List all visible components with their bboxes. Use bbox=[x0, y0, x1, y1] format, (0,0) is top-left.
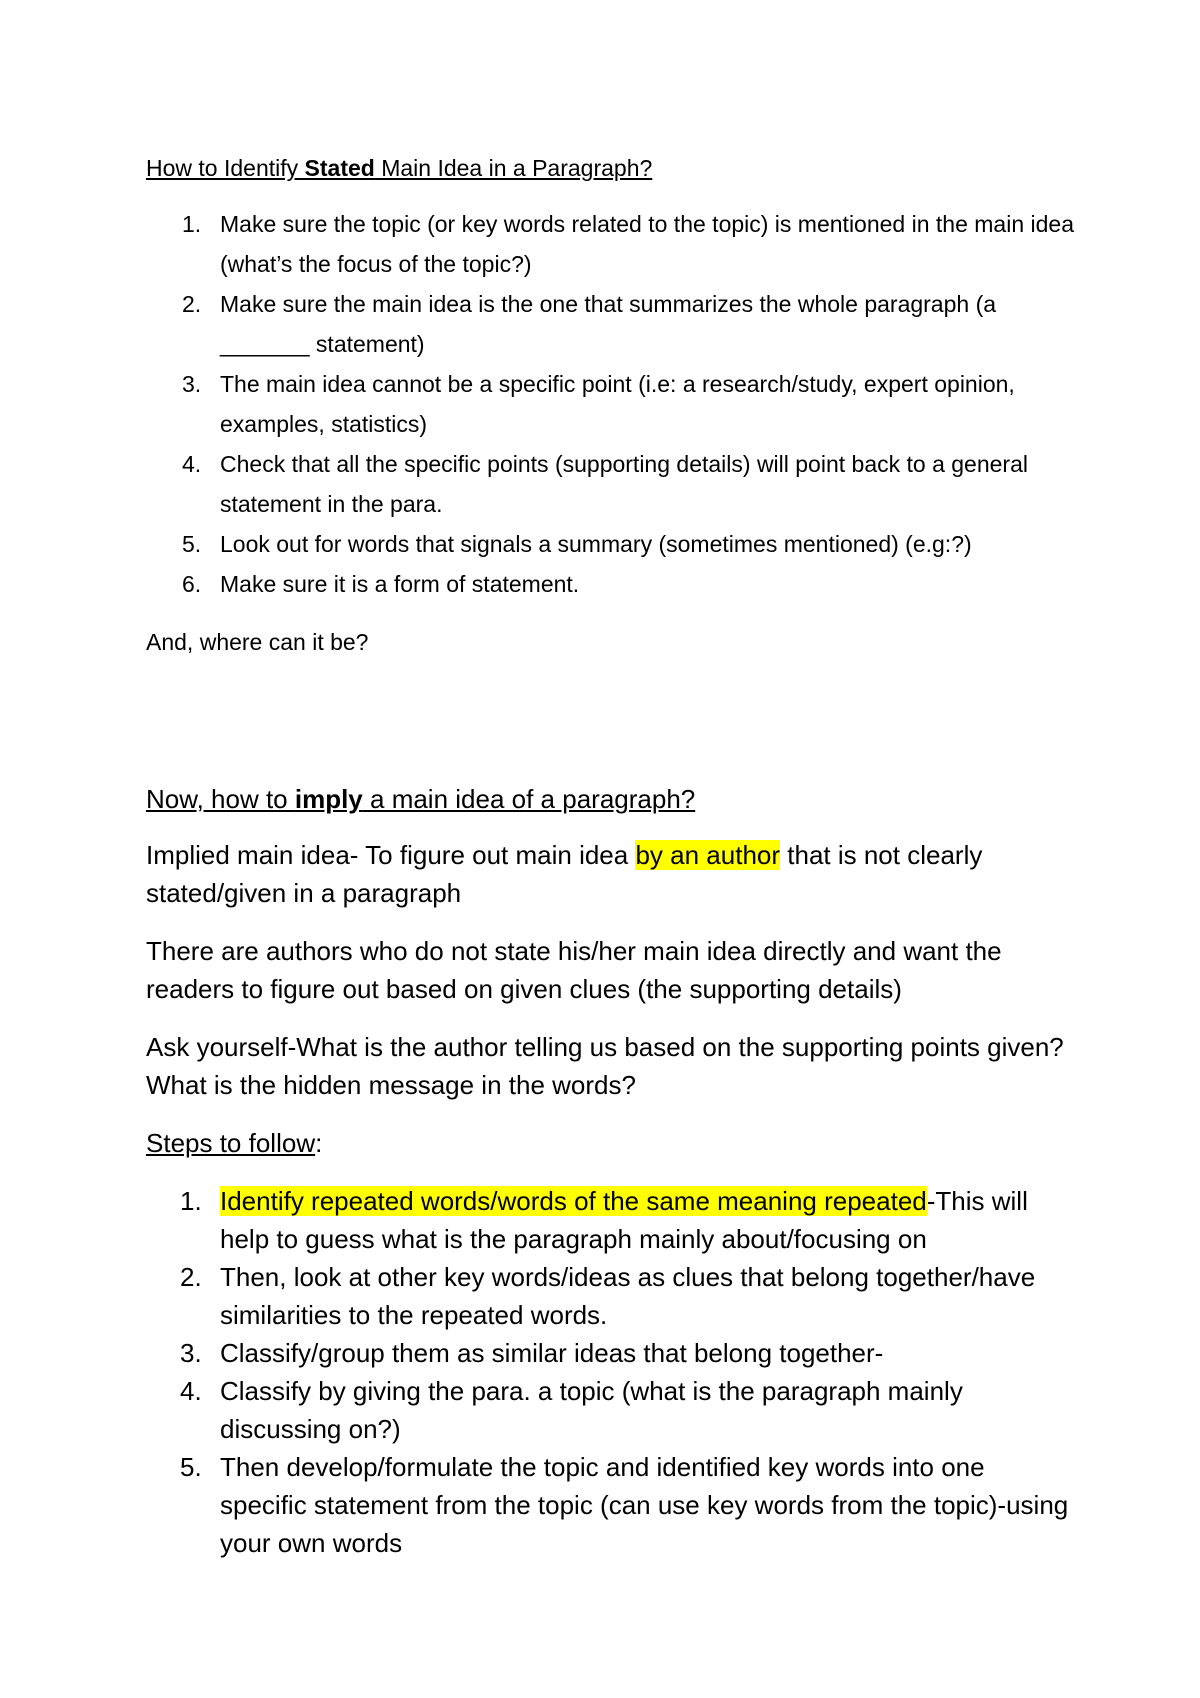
list-item-number: 5. bbox=[182, 531, 202, 557]
where-question: And, where can it be? bbox=[146, 629, 369, 655]
steps-label bbox=[146, 1124, 1076, 1162]
definition-post: that is not clearly stated/given in a paragraph bbox=[146, 840, 983, 908]
list-item bbox=[146, 1448, 1076, 1562]
list-item-text: Classify by giving the para. a topic (what is the paragraph mainly discussing on?) bbox=[220, 1376, 963, 1444]
list-item-number: 5. bbox=[180, 1452, 202, 1482]
steps-label-colon: : bbox=[315, 1128, 323, 1158]
list-item-text: Then, look at other key words/ideas as clues that belong together/have similarities to the repeated words. bbox=[220, 1262, 1036, 1330]
list-item bbox=[146, 524, 1076, 564]
implied-heading-bold: imply bbox=[294, 784, 363, 814]
authors-paragraph: There are authors who do not state his/her main idea directly and want the readers to figure out based on given clues (the supporting details) bbox=[146, 936, 1002, 1004]
list-item bbox=[146, 364, 1076, 444]
stated-steps-list bbox=[146, 204, 1076, 604]
implied-steps-list bbox=[146, 1182, 1076, 1562]
stated-main-idea-section bbox=[146, 148, 1076, 685]
list-item-number: 1. bbox=[182, 211, 202, 237]
list-item bbox=[146, 284, 1076, 364]
implied-main-idea-section bbox=[146, 780, 1076, 1562]
list-item-text: Check that all the specific points (supporting details) will point back to a general statement in the para. bbox=[220, 451, 1028, 517]
list-item-number: 2. bbox=[180, 1262, 202, 1292]
stated-heading-pre: How to Identify bbox=[146, 155, 305, 181]
list-item-number: 6. bbox=[182, 571, 202, 597]
list-item bbox=[146, 1372, 1076, 1448]
list-item-number: 1. bbox=[180, 1186, 202, 1216]
implied-definition bbox=[146, 836, 1076, 912]
list-item-text: Look out for words that signals a summary (sometimes mentioned) (e.g:?) bbox=[220, 531, 972, 557]
list-item-number: 3. bbox=[180, 1338, 202, 1368]
steps-label-text: Steps to follow bbox=[146, 1128, 316, 1158]
list-item-text: The main idea cannot be a specific point (i.e: a research/study, expert opinion, examples, statistics) bbox=[220, 371, 1015, 437]
list-item bbox=[146, 564, 1076, 604]
list-item-text: Make sure it is a form of statement. bbox=[220, 571, 580, 597]
ask-yourself-paragraph: Ask yourself-What is the author telling us based on the supporting points given? What is the hidden message in the words? bbox=[146, 1032, 1064, 1100]
list-item-number: 4. bbox=[182, 451, 202, 477]
list-item bbox=[146, 1258, 1076, 1334]
stated-section-heading bbox=[146, 148, 1076, 188]
list-item bbox=[146, 1182, 1076, 1258]
list-item-number: 4. bbox=[180, 1376, 202, 1406]
list-item-number: 2. bbox=[182, 291, 202, 317]
list-item-text: -This will help to guess what is the paragraph mainly about/focusing on bbox=[220, 1186, 1028, 1254]
list-item bbox=[146, 1334, 1076, 1372]
implied-section-heading bbox=[146, 780, 1076, 818]
list-item bbox=[146, 444, 1076, 524]
list-item-highlight: Identify repeated words/words of the same meaning repeated bbox=[220, 1186, 927, 1216]
list-item-number: 3. bbox=[182, 371, 202, 397]
implied-heading-pre: Now, how to bbox=[146, 784, 295, 814]
definition-highlight: by an author bbox=[635, 840, 781, 870]
list-item bbox=[146, 204, 1076, 284]
implied-heading-post: a main idea of a paragraph? bbox=[362, 784, 696, 814]
list-item-text: Then develop/formulate the topic and identified key words into one specific statement from the topic (can use key words from the topic)-using your own words bbox=[220, 1452, 1069, 1558]
list-item-text: Make sure the main idea is the one that summarizes the whole paragraph (a _______ statement) bbox=[220, 291, 997, 357]
list-item-text: Make sure the topic (or key words related to the topic) is mentioned in the main idea (what’s the focus of the topic?) bbox=[220, 211, 1074, 277]
stated-heading-bold: Stated bbox=[304, 155, 375, 181]
stated-heading-post: Main Idea in a Paragraph? bbox=[374, 155, 653, 181]
definition-pre: Implied main idea- To figure out main idea bbox=[146, 840, 636, 870]
list-item-text: Classify/group them as similar ideas that belong together- bbox=[220, 1338, 884, 1368]
